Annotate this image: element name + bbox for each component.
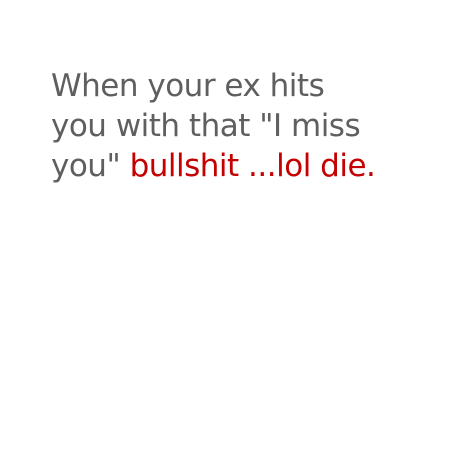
quote-line-3 — [51, 146, 441, 186]
quote-highlight: bullshit ...lol die. — [129, 148, 376, 184]
quote-line-2: you with that "I miss — [51, 108, 361, 144]
quote-line-3-prefix: you" — [51, 148, 121, 184]
quote-line-1: When your ex hits — [51, 68, 325, 104]
quote-text — [51, 66, 441, 186]
